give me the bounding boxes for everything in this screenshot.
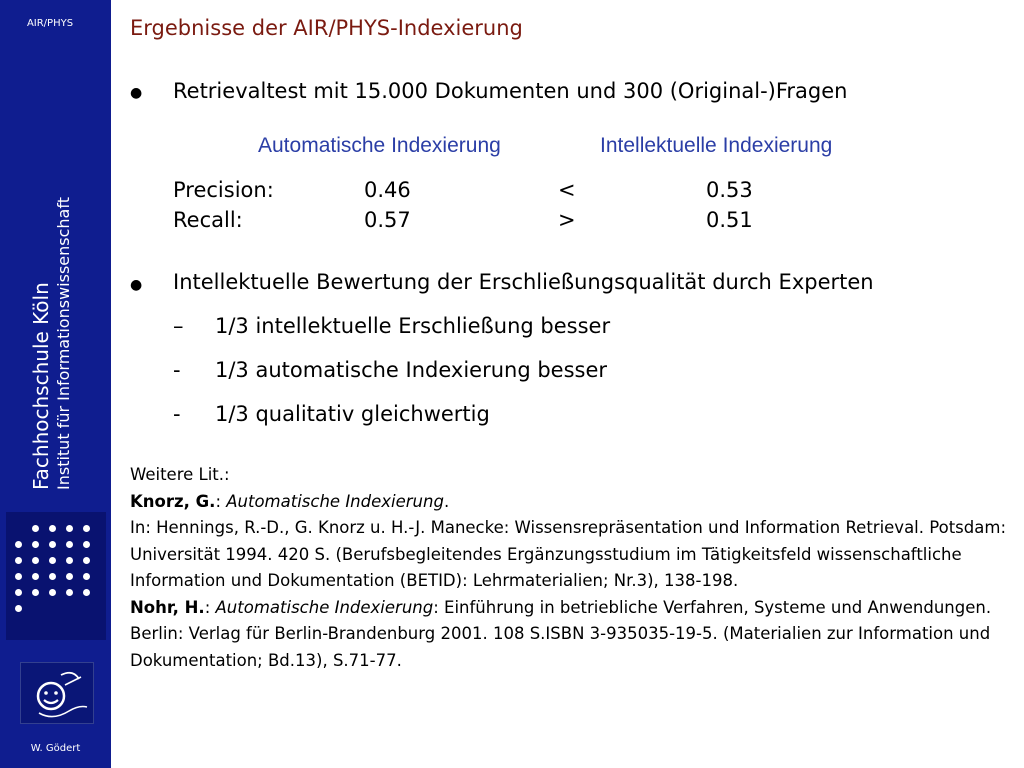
decorative-dot	[32, 525, 39, 532]
dot-pattern-decoration	[6, 512, 106, 640]
decorative-dot	[66, 525, 73, 532]
reference-nohr-details: : Einführung in betriebliche Verfahren, Systeme und Anwendungen. Berlin: Verlag für Berlin-Brandenburg 2001. 108 S.ISBN 3-935035-19-5. (Materialien zur Information und Dokumentation; Bd.13), S.71-77.	[130, 597, 992, 670]
decorative-dot	[49, 589, 56, 596]
subitem-dash: -	[173, 402, 181, 426]
decorative-dot	[32, 557, 39, 564]
decorative-dot	[15, 605, 22, 612]
decorative-dot	[66, 573, 73, 580]
decorative-dot	[66, 589, 73, 596]
bullet-icon: ●	[130, 277, 143, 293]
reference-title: Automatische Indexierung	[226, 491, 444, 511]
row-label: Recall:	[173, 208, 243, 232]
sidebar	[0, 0, 111, 768]
comparison-symbol: <	[558, 178, 576, 202]
decorative-dot	[49, 541, 56, 548]
decorative-dot	[83, 557, 90, 564]
smiley-logo-icon	[20, 662, 94, 724]
decorative-dot	[32, 573, 39, 580]
subitem-dash: -	[173, 358, 181, 382]
bullet-expert-evaluation: Intellektuelle Bewertung der Erschließungsqualität durch Experten	[173, 270, 874, 294]
literature-section	[130, 462, 1010, 674]
subitem-text: 1/3 qualitativ gleichwertig	[215, 402, 490, 426]
decorative-dot	[15, 573, 22, 580]
decorative-dot	[32, 589, 39, 596]
sidebar-top-label: AIR/PHYS	[26, 18, 74, 29]
literature-heading: Weitere Lit.:	[130, 465, 230, 484]
auto-value: 0.57	[364, 208, 411, 232]
decorative-dot	[15, 541, 22, 548]
reference-author: Nohr, H.	[130, 597, 205, 617]
comparison-symbol: >	[558, 208, 576, 232]
decorative-dot	[66, 557, 73, 564]
subitem-text: 1/3 automatische Indexierung besser	[215, 358, 608, 382]
separator: :	[215, 491, 227, 511]
auto-value: 0.46	[364, 178, 411, 202]
bullet-icon: ●	[130, 85, 143, 101]
column-header-intellectual: Intellektuelle Indexierung	[600, 134, 833, 157]
decorative-dot	[83, 541, 90, 548]
author-label: W. Gödert	[30, 743, 81, 754]
decorative-dot	[49, 525, 56, 532]
separator: .	[443, 491, 450, 511]
slide-title: Ergebnisse der AIR/PHYS-Indexierung	[130, 16, 523, 40]
separator: :	[204, 597, 216, 617]
intel-value: 0.53	[706, 178, 753, 202]
reference-nohr	[130, 595, 1010, 675]
decorative-dot	[83, 525, 90, 532]
decorative-dot	[66, 541, 73, 548]
department-name: Institut für Informationswissenschaft	[54, 197, 73, 490]
reference-knorz	[130, 489, 1010, 516]
decorative-dot	[15, 589, 22, 596]
reference-title: Automatische Indexierung	[215, 597, 434, 617]
institution-name: Fachhochschule Köln	[29, 282, 53, 490]
bullet-retrievaltest: Retrievaltest mit 15.000 Dokumenten und 300 (Original-)Fragen	[173, 79, 848, 103]
decorative-dot	[15, 557, 22, 564]
column-header-automatic: Automatische Indexierung	[258, 134, 501, 157]
decorative-dot	[49, 573, 56, 580]
decorative-dot	[83, 573, 90, 580]
intel-value: 0.51	[706, 208, 753, 232]
decorative-dot	[49, 557, 56, 564]
subitem-text: 1/3 intellektuelle Erschließung besser	[215, 314, 611, 338]
reference-author: Knorz, G.	[130, 491, 216, 511]
decorative-dot	[32, 541, 39, 548]
reference-knorz-details: In: Hennings, R.-D., G. Knorz u. H.-J. Manecke: Wissensrepräsentation und Information Retrieval. Potsdam: Universität 1994. 420 S. (Berufsbegleitendes Ergänzungsstudium im Tätigkeitsfeld wissenschaftliche Information und Dokumentation (BETID): Lehrmaterialien; Nr.3), 138-198.	[130, 518, 1006, 590]
sidebar-institution-block	[28, 197, 74, 490]
row-label: Precision:	[173, 178, 274, 202]
decorative-dot	[83, 589, 90, 596]
subitem-dash: –	[173, 314, 184, 338]
